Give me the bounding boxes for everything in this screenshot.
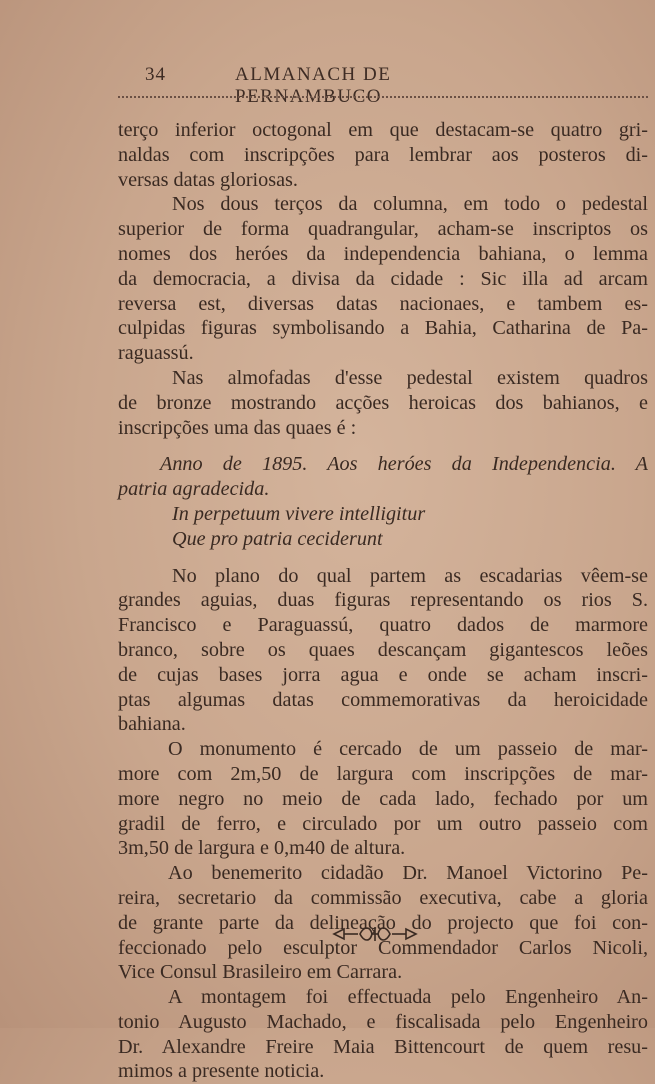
paragraph-2 (118, 192, 648, 366)
text-line: mimos a presente noticia. (118, 1060, 325, 1083)
text-line: A montagem foi effectuada pelo Engenheiro An- (168, 986, 648, 1009)
text-line: Francisco e Paraguassú, quatro dados de marmore (118, 614, 648, 637)
text-line: Dr. Alexandre Freire Maia Bittencourt de quem resu- (118, 1035, 648, 1058)
text-line: Nas almofadas d'esse pedestal existem quadros (172, 366, 648, 389)
text-line: de cujas bases jorra agua e onde se acham inscri- (118, 663, 648, 686)
running-header (145, 64, 525, 107)
text-line: 3m,50 de largura e 0,m40 de altura. (118, 837, 406, 860)
text-line: reversa est, diversas datas nacionaes, e tambem es- (118, 292, 648, 315)
text-line: naldas com inscripções para lembrar aos posteros di- (118, 143, 648, 166)
header-rule (118, 96, 648, 98)
text-line: nomes dos heróes da independencia bahiana, o lemma (118, 242, 648, 265)
text-line: tonio Augusto Machado, e fiscalisada pelo Engenheiro (118, 1010, 648, 1033)
text-line: culpidas figuras symbolisando a Bahia, Catharina de Pa- (118, 317, 648, 340)
text-line: Nos dous terços da columna, em todo o pedestal (172, 193, 648, 216)
end-ornament-icon (330, 924, 420, 944)
paragraph-8 (118, 985, 648, 1084)
text-line: more com 2m,50 de largura com inscripções de mar- (118, 762, 648, 785)
text-line: gradil de ferro, e circulado por um outro passeio com (118, 812, 648, 835)
text-line: superior de forma quadrangular, acham-se inscriptos os (118, 218, 648, 241)
text-line: de grante parte da delineação do projecto que foi con- (118, 911, 648, 934)
page-number: 34 (145, 64, 166, 85)
spacer (118, 440, 648, 452)
text-line: more negro no meio de cada lado, fechado por um (118, 787, 648, 810)
text-line: inscripções uma das quaes é : (118, 416, 357, 439)
text-line: branco, sobre os quaes descançam gigantescos leões (118, 638, 648, 661)
paragraph-3 (118, 366, 648, 440)
inscription-line: Que pro patria ceciderunt (172, 527, 383, 550)
text-line: grandes aguias, duas figuras representando os rios S. (118, 589, 648, 612)
paragraph-5 (118, 564, 648, 738)
text-line: feccionado pelo esculptor Commendador Carlos Nicoli, (118, 936, 648, 959)
text-line: No plano do qual partem as escadarias vêem-se (172, 564, 648, 587)
running-title: ALMANACH DE PERNAMBUCO (235, 64, 392, 107)
inscription-line: patria agradecida. (118, 478, 270, 501)
text-line: terço inferior octogonal em que destacam-se quatro gri- (118, 119, 648, 141)
paragraph-6 (118, 737, 648, 861)
text-line: raguassú. (118, 342, 194, 365)
text-line: bahiana. (118, 713, 186, 736)
text-line: O monumento é cercado de um passeio de mar- (168, 738, 648, 761)
text-line: versas datas gloriosas. (118, 168, 298, 191)
text-line: de bronze mostrando acções heroicas dos bahianos, e (118, 391, 648, 414)
text-line: ptas algumas datas commemorativas da heroicidade (118, 688, 648, 711)
text-line: Ao benemerito cidadão Dr. Manoel Victorino Pe- (168, 862, 648, 885)
inscription-line: Anno de 1895. Aos heróes da Independencia. A (160, 453, 648, 476)
text-line: reira, secretario da commissão executiva, cabe a gloria (118, 886, 648, 909)
inscription-block (118, 452, 648, 551)
text-line: Vice Consul Brasileiro em Carrara. (118, 961, 403, 984)
paragraph-1 (118, 118, 648, 192)
inscription-line: In perpetuum vivere intelligitur (172, 502, 426, 525)
spacer (118, 552, 648, 564)
text-line: da democracia, a divisa da cidade : Sic illa ad arcam (118, 267, 648, 290)
